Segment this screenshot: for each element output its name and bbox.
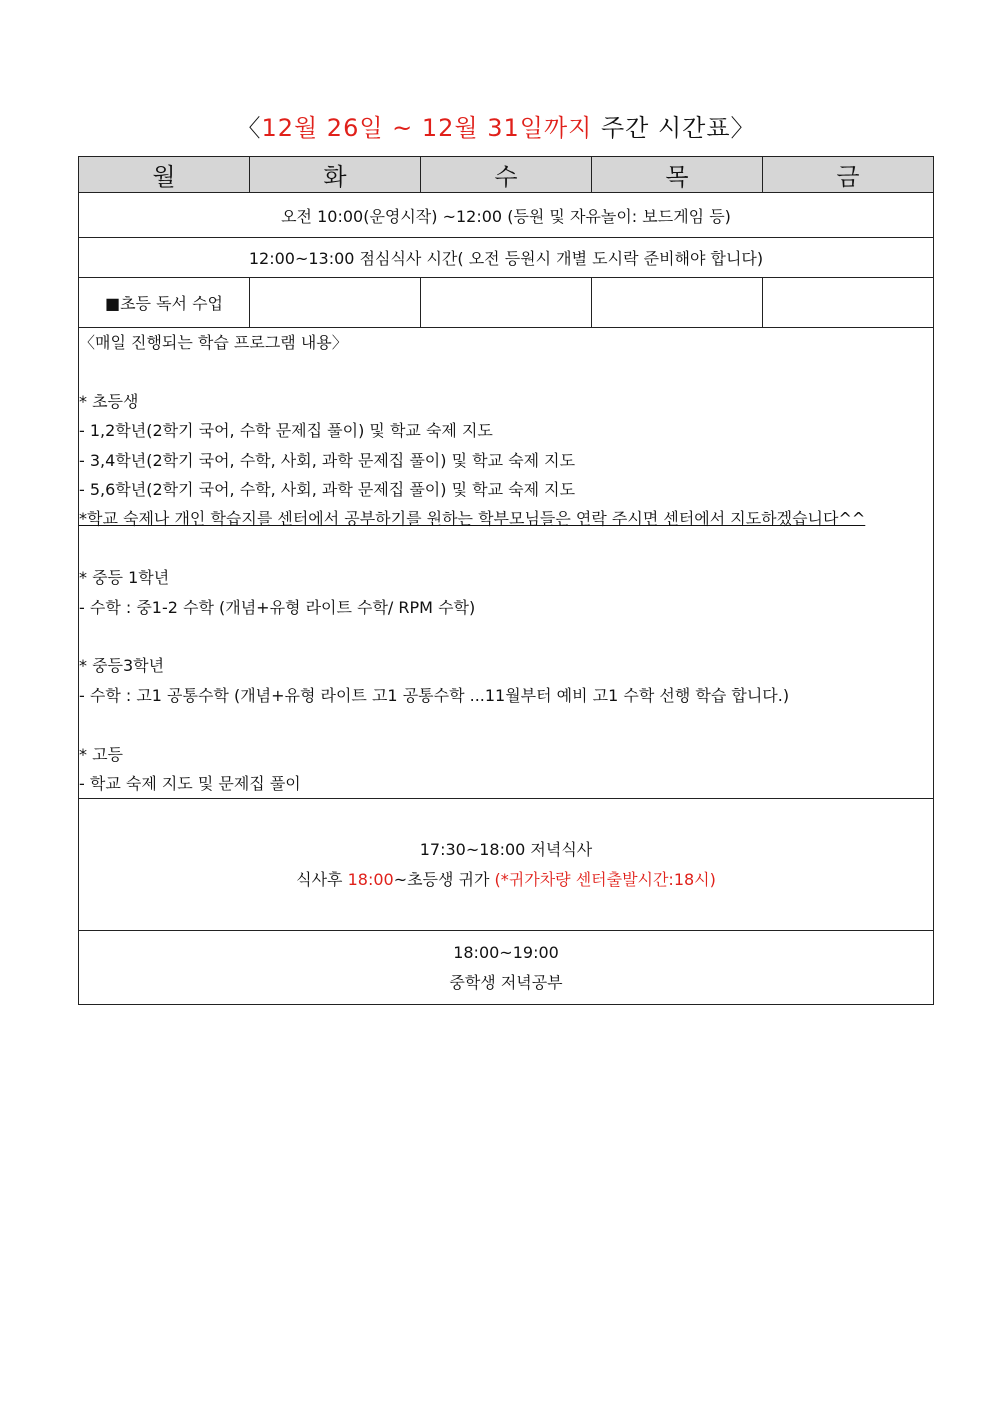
program-cell	[79, 328, 934, 799]
mid1-math: - 수학 : 중1-2 수학 (개념+유형 라이트 수학/ RPM 수학)	[79, 597, 476, 617]
day-tue: 화	[250, 157, 421, 193]
lunch-row	[79, 238, 934, 278]
title-text: 주간 시간표	[592, 114, 731, 142]
lunch-cell: 12:00~13:00 점심식사 시간( 오전 등원시 개별 도시락 준비해야 합니다)	[79, 238, 934, 278]
day-fri: 금	[763, 157, 934, 193]
title-date-range: 12월 26일 ~ 12월 31일까지	[261, 114, 593, 142]
reading-tue-cell	[250, 278, 421, 328]
reading-label: ■초등 독서 수업	[79, 278, 250, 328]
elem-homework-note: *학교 숙제나 개인 학습지를 센터에서 공부하기를 원하는 학부모님들은 연락 주시면 센터에서 지도하겠습니다^^	[79, 509, 866, 529]
return-time: 18:00	[347, 869, 394, 889]
dinner-return	[79, 865, 933, 895]
dinner-return-text: ~초등생 귀가	[393, 869, 495, 889]
reading-wed-cell	[421, 278, 592, 328]
morning-row	[79, 193, 934, 238]
high-line: - 학교 숙제 지도 및 문제집 풀이	[79, 774, 301, 794]
elem-grade34: - 3,4학년(2학기 국어, 수학, 사회, 과학 문제집 풀이) 및 학교 숙제 지도	[79, 450, 576, 470]
elem-grade56: - 5,6학년(2학기 국어, 수학, 사회, 과학 문제집 풀이) 및 학교 숙제 지도	[79, 480, 576, 500]
day-header-row	[79, 157, 934, 193]
mid1-title: * 중등 1학년	[79, 568, 170, 588]
dinner-return-prefix: 식사후	[296, 869, 348, 889]
reading-fri-cell	[763, 278, 934, 328]
reading-thu-cell	[592, 278, 763, 328]
elem-grade12: - 1,2학년(2학기 국어, 수학 문제집 풀이) 및 학교 숙제 지도	[79, 421, 493, 441]
dinner-time: 17:30~18:00 저녁식사	[419, 839, 593, 859]
reading-row	[79, 278, 934, 328]
day-mon: 월	[79, 157, 250, 193]
mid3-title: * 중등3학년	[79, 656, 165, 676]
shuttle-note: (*귀가차량 센터출발시간:18시)	[494, 869, 716, 889]
day-wed: 수	[421, 157, 592, 193]
title-bracket-open: 〈	[236, 114, 262, 142]
elem-title: * 초등생	[79, 391, 139, 411]
evening-row	[79, 931, 934, 1005]
dinner-row	[79, 799, 934, 931]
day-thu: 목	[592, 157, 763, 193]
morning-cell: 오전 10:00(운영시작) ~12:00 (등원 및 자유놀이: 보드게임 등)	[79, 193, 934, 238]
weekly-schedule-table	[78, 156, 934, 1005]
evening-label: 중학생 저녁공부	[449, 972, 563, 992]
mid3-math: - 수학 : 고1 공통수학 (개념+유형 라이트 고1 공통수학 ...11월부터 예비 고1 수학 선행 학습 합니다.)	[79, 685, 790, 705]
evening-cell	[79, 931, 934, 1005]
evening-time: 18:00~19:00	[453, 942, 559, 962]
page-title	[0, 108, 992, 143]
high-title: * 고등	[79, 744, 123, 764]
title-bracket-close: 〉	[730, 114, 756, 142]
program-row	[79, 328, 934, 799]
program-heading: 〈매일 진행되는 학습 프로그램 내용〉	[79, 333, 348, 352]
dinner-cell	[79, 799, 934, 931]
